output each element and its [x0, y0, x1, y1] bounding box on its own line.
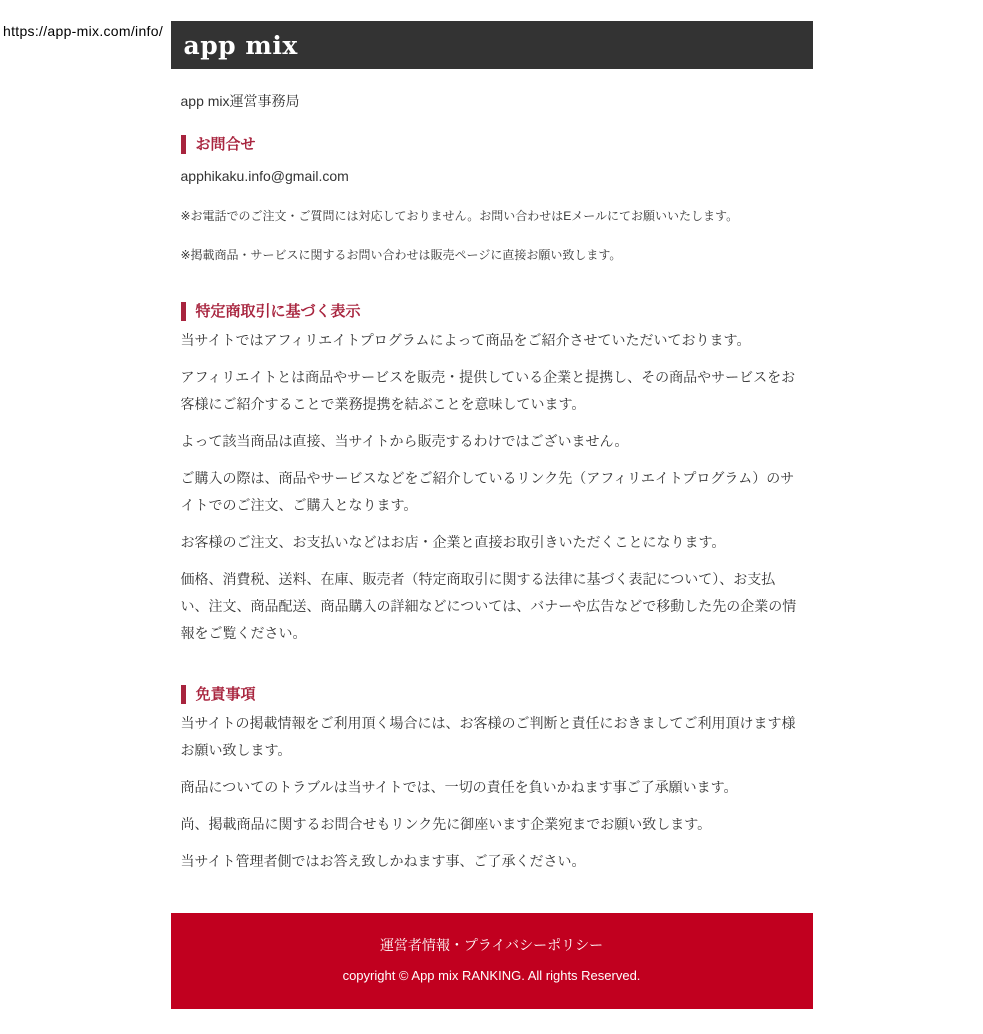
disclaimer-paragraph: 商品についてのトラブルは当サイトでは、一切の責任を負いかねます事ご了承願います。	[180, 779, 738, 795]
site-logo[interactable]: app mix	[183, 30, 298, 60]
main-content	[171, 91, 813, 875]
commerce-paragraph: アフィリエイトとは商品やサービスを販売・提供している企業と提携し、その商品やサービスをお客様にご紹介することで業務提携を結ぶことを意味しています。	[180, 369, 796, 412]
section-heading-contact: お問合せ	[181, 135, 803, 154]
disclaimer-paragraph: 当サイト管理者側ではお答え致しかねます事、ご了承ください。	[180, 853, 586, 869]
footer-copyright: copyright © App mix RANKING. All rights Reserved.	[342, 968, 641, 983]
intro-text: app mix運営事務局	[180, 93, 300, 109]
commerce-paragraph: 当サイトではアフィリエイトプログラムによって商品をご紹介させていただいております。	[180, 332, 751, 348]
page-url: https://app-mix.com/info/	[3, 23, 164, 39]
footer-privacy-link[interactable]: 運営者情報・プライバシーポリシー	[379, 937, 604, 953]
disclaimer-paragraph: 尚、掲載商品に関するお問合せもリンク先に御座います企業宛までお願い致します。	[180, 816, 712, 832]
disclaimer-paragraph: 当サイトの掲載情報をご利用頂く場合には、お客様のご判断と責任におきましてご利用頂けます様お願い致します。	[180, 715, 796, 758]
section-heading-disclaimer: 免責事項	[181, 685, 803, 704]
contact-note: ※お電話でのご注文・ご質問には対応しておりません。お問い合わせはEメールにてお願いいたします。	[180, 209, 739, 223]
page-container	[171, 21, 813, 1009]
footer-link-row	[171, 913, 813, 954]
site-footer	[171, 913, 813, 1009]
section-disclaimer	[181, 685, 803, 875]
commerce-paragraph: お客様のご注文、お支払いなどはお店・企業と直接お取引きいただくことになります。	[180, 534, 726, 550]
commerce-paragraph: よって該当商品は直接、当サイトから販売するわけではございません。	[180, 433, 629, 449]
contact-note: ※掲載商品・サービスに関するお問い合わせは販売ページに直接お願い致します。	[180, 248, 622, 262]
contact-email: apphikaku.info@gmail.com	[180, 168, 349, 184]
commerce-paragraph: ご購入の際は、商品やサービスなどをご紹介しているリンク先（アフィリエイトプログラム）のサイトでのご注文、ご購入となります。	[180, 470, 795, 513]
section-commerce-law	[181, 302, 803, 647]
section-heading-commerce-law: 特定商取引に基づく表示	[181, 302, 803, 321]
site-header	[171, 21, 813, 69]
commerce-paragraph: 価格、消費税、送料、在庫、販売者（特定商取引に関する法律に基づく表記について）、お支払い、注文、商品配送、商品購入の詳細などについては、バナーや広告などで移動した先の企業の情報をご覧ください。	[180, 571, 797, 641]
section-contact	[181, 135, 803, 264]
